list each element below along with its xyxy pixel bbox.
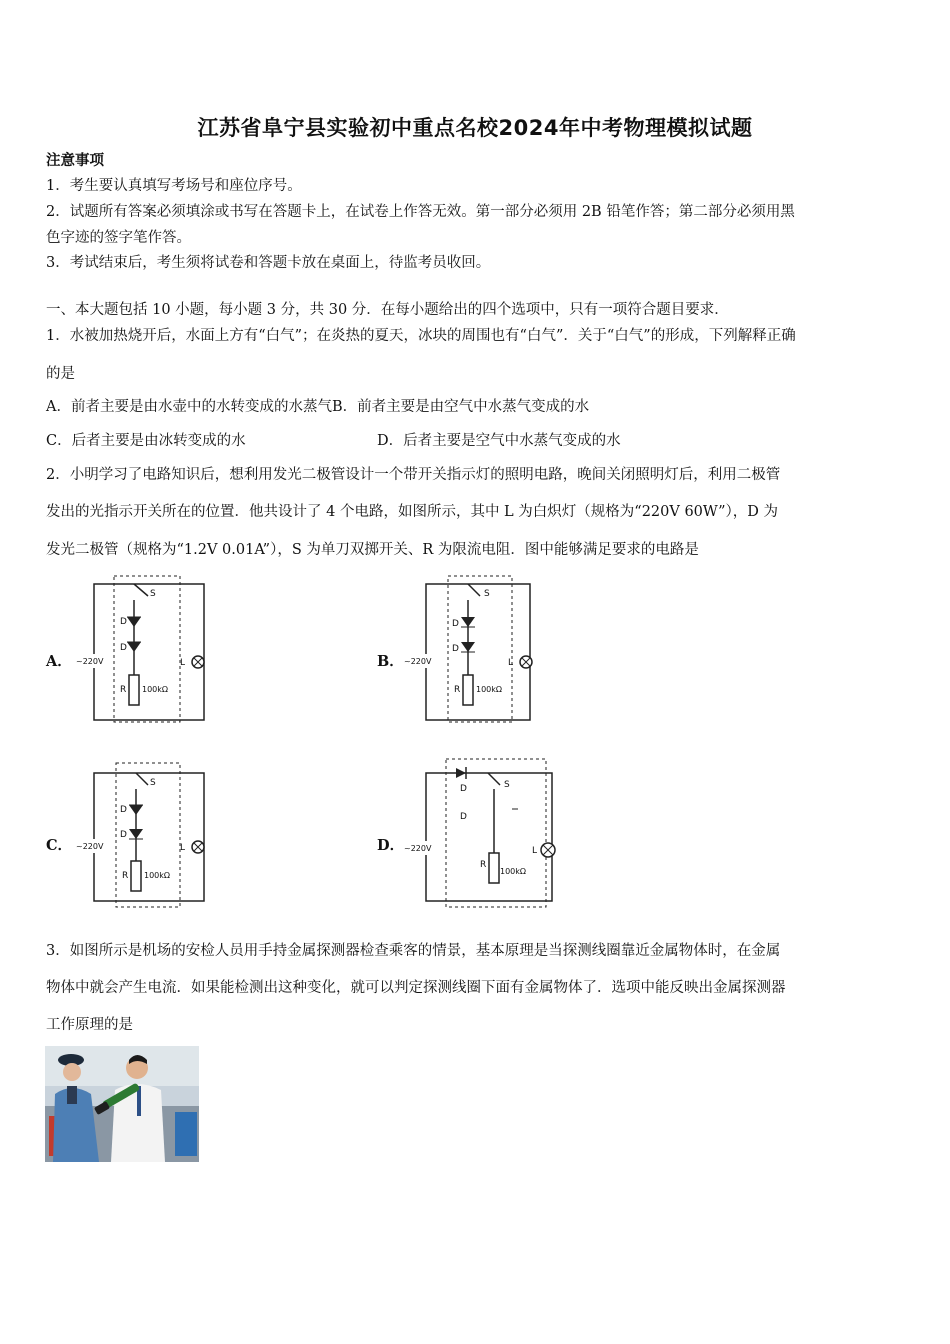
resistance-label: 100kΩ	[476, 685, 503, 694]
diode-label: D	[452, 644, 459, 654]
switch-label: S	[150, 778, 156, 788]
resistance-label: 100kΩ	[142, 685, 169, 694]
source-label: ~220V	[76, 657, 104, 666]
exam-title: 江苏省阜宁县实验初中重点名校2024年中考物理模拟试题	[197, 116, 753, 140]
lamp-label: L	[180, 658, 186, 668]
diode-label: D	[460, 812, 467, 822]
q2-option-b-label: B．	[377, 653, 404, 670]
q2-stem-cont: 发出的光指示开关所在的位置．他共设计了 4 个电路，如图所示，其中 L 为白炽灯（规格为“220V 60W”），D 为	[46, 504, 778, 520]
q3-stem: 3．如图所示是机场的安检人员用手持金属探测器检查乘客的情景，基本原理是当探测线圈靠近金属物体时，在金属	[46, 943, 781, 959]
diode-label: D	[452, 619, 459, 629]
diode-label: D	[120, 617, 127, 627]
circuit-diagram-a	[74, 572, 210, 724]
diode-label: D	[460, 784, 467, 794]
q2-option-a-label: A．	[46, 653, 72, 670]
notice-item: 3．考试结束后，考生须将试卷和答题卡放在桌面上，待监考员收回。	[46, 255, 491, 271]
security-check-photo	[45, 1046, 199, 1162]
switch-label: S	[484, 589, 490, 599]
switch-label: S	[150, 589, 156, 599]
q2-option-c-label: C．	[46, 837, 73, 854]
switch-label: S	[504, 780, 510, 790]
q3-stem-cont: 工作原理的是	[46, 1017, 133, 1033]
section-heading: 一、本大题包括 10 小题，每小题 3 分，共 30 分．在每小题给出的四个选项中，只有一项符合题目要求．	[46, 302, 729, 318]
notice-item: 色字迹的签字笔作答。	[46, 230, 191, 246]
q1-option-c: C．后者主要是由冰转变成的水	[46, 433, 246, 449]
resistor-label: R	[480, 860, 487, 870]
resistor-label: R	[120, 685, 127, 695]
lamp-label: L	[508, 658, 514, 668]
resistance-label: 100kΩ	[144, 871, 171, 880]
lamp-label: L	[180, 843, 186, 853]
diode-label: D	[120, 643, 127, 653]
q2-stem: 2．小明学习了电路知识后，想利用发光二极管设计一个带开关指示灯的照明电路，晚间关闭照明灯后，利用二极管	[46, 467, 781, 483]
resistor-label: R	[122, 871, 129, 881]
notice-item: 2．试题所有答案必须填涂或书写在答题卡上，在试卷上作答无效。第一部分必须用 2B 铅笔作答；第二部分必须用黑	[46, 204, 795, 220]
source-label: ~220V	[404, 844, 432, 853]
source-label: ~220V	[76, 842, 104, 851]
circuit-diagram-b	[400, 572, 545, 724]
resistor-label: R	[454, 685, 461, 695]
diode-label: D	[120, 830, 127, 840]
notice-heading: 注意事项	[46, 152, 104, 169]
q1-stem: 1．水被加热烧开后，水面上方有“白气”；在炎热的夏天，冰块的周围也有“白气”．关于“白气”的形成，下列解释正确	[46, 328, 796, 344]
q1-stem-cont: 的是	[46, 366, 75, 382]
q1-options-ab: A．前者主要是由水壶中的水转变成的水蒸气B．前者主要是由空气中水蒸气变成的水	[46, 399, 590, 415]
notice-item: 1．考生要认真填写考场号和座位序号。	[46, 178, 302, 194]
circuit-diagram-c	[74, 757, 210, 909]
q2-stem-cont: 发光二极管（规格为“1.2V 0.01A”），S 为单刀双掷开关、R 为限流电阻．图中能够满足要求的电路是	[46, 542, 699, 558]
q3-stem-cont: 物体中就会产生电流．如果能检测出这种变化，就可以判定探测线圈下面有金属物体了．选项中能反映出金属探测器	[46, 980, 786, 996]
circuit-diagram-d	[400, 757, 565, 909]
resistance-label: 100kΩ	[500, 867, 527, 876]
diode-label: D	[120, 805, 127, 815]
q2-option-d-label: D．	[377, 837, 405, 854]
source-label: ~220V	[404, 657, 432, 666]
lamp-label: L	[532, 846, 538, 856]
q1-option-d: D．后者主要是空气中水蒸气变成的水	[377, 433, 621, 449]
